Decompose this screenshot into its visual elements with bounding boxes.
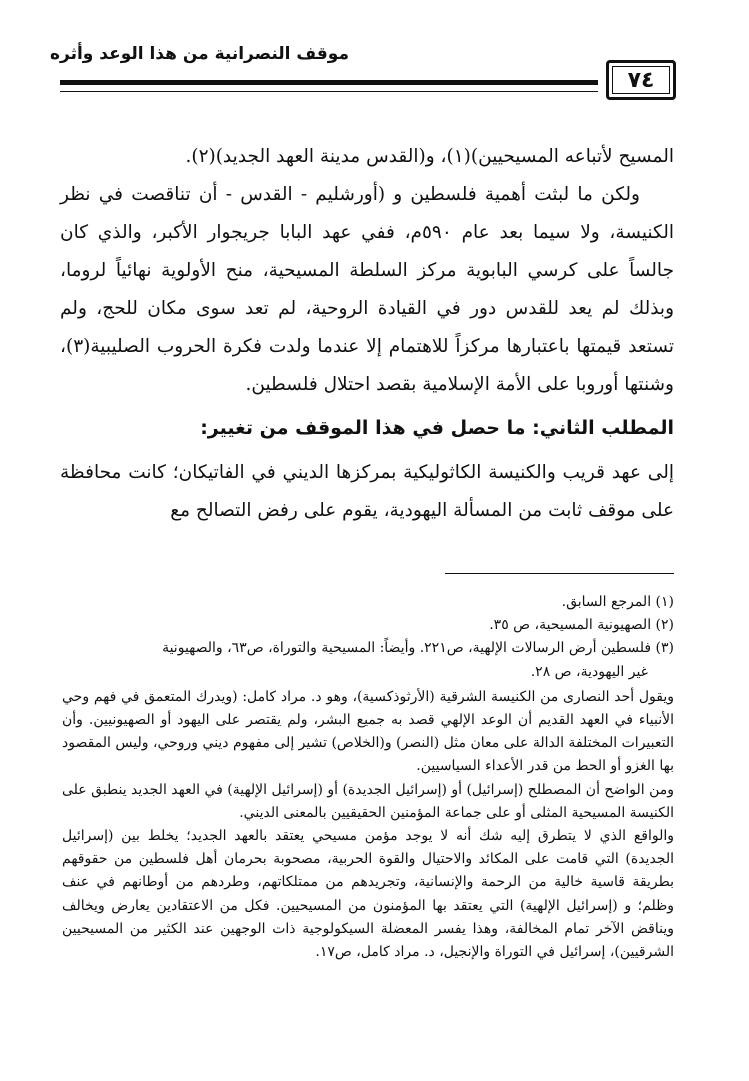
footnote-2: (٢) الصهيونية المسيحية، ص ٣٥.: [489, 617, 674, 634]
footnote-3: (٣) فلسطين أرض الرسالات الإلهية، ص٢٢١. وأيضاً: المسيحية والتوراة، ص٦٣، والصهيونية: [162, 640, 674, 657]
footnote-quote-2: ومن الواضح أن المصطلح (إسرائيل) أو (إسرائيل الجديدة) أو (إسرائيل الإلهية) في العهد الجديد ينطبق على الكنيسة المسيحية المثلى أو على جماعة المؤمنين الحقيقيين بالمعنى الديني.: [61, 781, 674, 821]
page-number-box: [606, 60, 676, 100]
footnote-separator: [445, 573, 674, 574]
footnote-quote-1: ويقول أحد النصارى من الكنيسة الشرقية (الأرثوذكسية)، وهو د. مراد كامل: (ويدرك المتعمق في فهم وحي الأنبياء في العهد القديم أن الوعد الإلهي قصد به جميع البشر، ولم يقتصر على اليهود أو الصهيونيين. وأن التعبيرات المختلفة الدالة على معان مثل (النصر) و(الخلاص) تشير إلى مفهوم ديني وروحي، وليس المقصود بها الغزو أو الحط من قدر الأعداء السياسيين.: [62, 688, 674, 775]
header-rule-thin: [60, 91, 598, 92]
footnote-quote-3: والواقع الذي لا يتطرق إليه شك أنه لا يوجد مؤمن مسيحي يعتقد بالعهد الجديد؛ يخلط بين (إسرائيل الجديدة) التي قامت على المكائد والاحتيال والقوة الحربية، مصحوبة بحرمان أهل فلسطين من حقوقهم بطريقة قاسية خالية من الرحمة والإنسانية، وتجريدهم من ممتلكاتهم، وطردهم من أوطانهم في عنف وظلم؛ و (إسرائيل الإلهية) التي يعتقد بها المؤمنون من المسيحيين. فكل من الاعتقادين يعارض ويخالف ويناقض الآخر تمام المخالفة، وهذا يفسر المعضلة السيكولوجية ذات الوجهين عند الكثير من المسيحيين الشرقيين)، إسرائيل في التوراة والإنجيل، د. مراد كامل، ص١٧.: [62, 828, 674, 961]
running-header-title: موقف النصرانية من هذا الوعد وأثره: [49, 44, 349, 64]
header-rule-thick: [60, 80, 598, 85]
paragraph-vatican: إلى عهد قريب والكنيسة الكاثوليكية بمركزها الديني في الفاتيكان؛ كانت محافظة على موقف ثابت من المسألة اليهودية، يقوم على رفض التصالح مع: [60, 462, 674, 521]
paragraph-continuation: المسيح لأتباعه المسيحيين)(١)، و(القدس مدينة العهد الجديد)(٢).: [185, 146, 674, 167]
section-heading: المطلب الثاني: ما حصل في هذا الموقف من تغيير:: [200, 417, 674, 439]
page-number: ٧٤: [627, 67, 655, 93]
footnotes: [62, 591, 674, 964]
main-text: [60, 138, 674, 530]
footnote-1: (١) المرجع السابق.: [561, 594, 674, 610]
paragraph-papacy: ولكن ما لبثت أهمية فلسطين و (أورشليم - القدس - أن تناقصت في نظر الكنيسة، ولا سيما بعد عام ٥٩٠م، ففي عهد البابا جريجوار الأكبر، والذي كان جالساً على كرسي البابوية مركز السلطة المسيحية، منح الأولوية نهائياً لروما، وبذلك لم يعد للقدس دور في القيادة الروحية، لم تعد سوى مكان للحج، ولم تستعد قيمتها باعتبارها مركزاً للاهتمام إلا عندما ولدت فكرة الحروب الصليبية(٣)، وشنتها أوروبا على الأمة الإسلامية بقصد احتلال فلسطين.: [60, 184, 674, 395]
footnote-3-continuation: غير اليهودية، ص ٢٨.: [530, 663, 648, 680]
